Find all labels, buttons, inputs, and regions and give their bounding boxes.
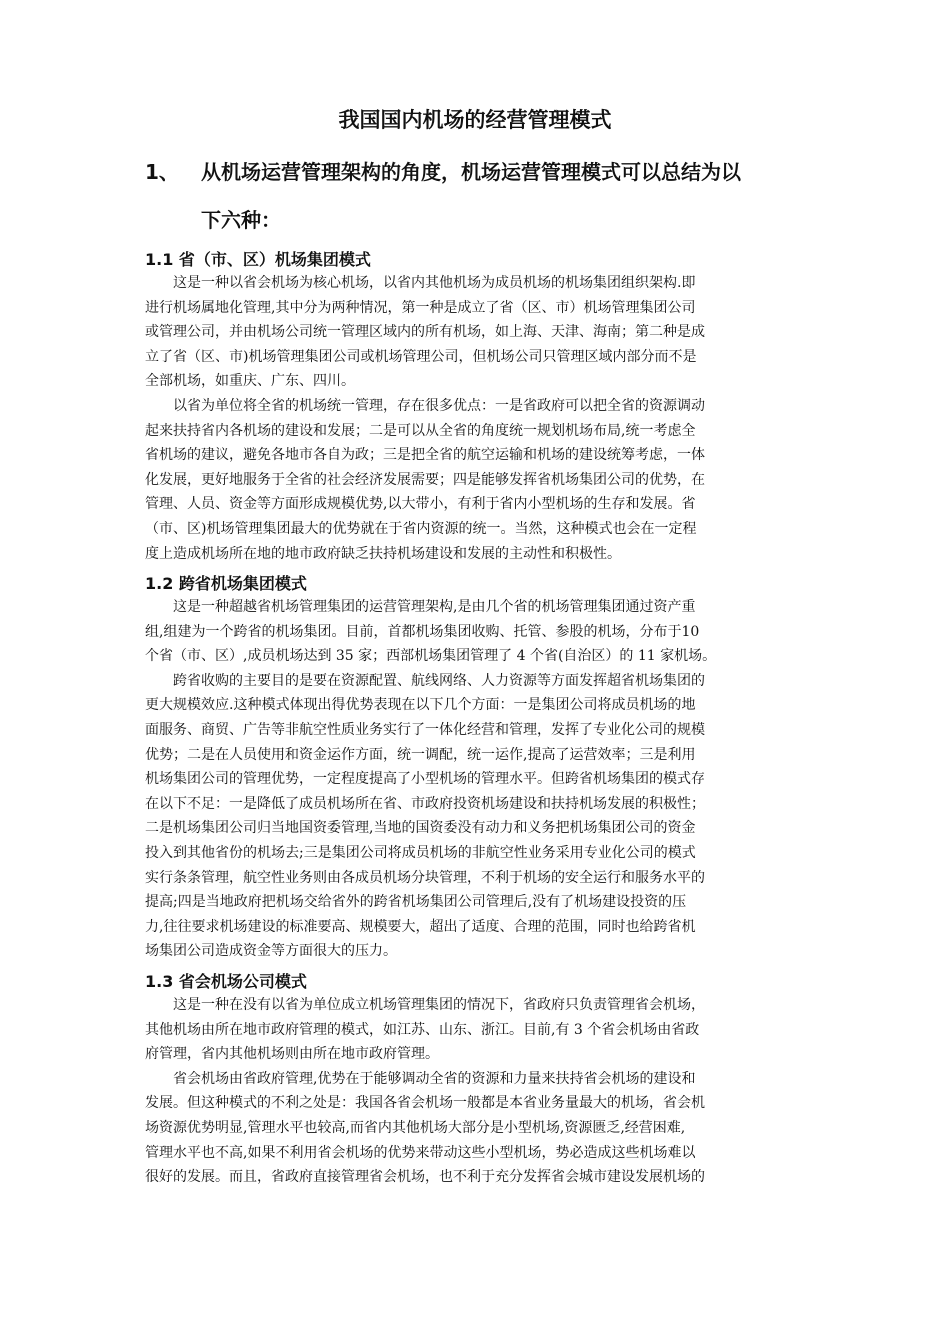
text-line: 进行机场属地化管理,其中分为两种情况，第一种是成立了省（区、市）机场管理集团公司 [145, 299, 696, 316]
paragraph [145, 1067, 815, 1190]
text-line: 跨省收购的主要目的是要在资源配置、航线网络、人力资源等方面发挥超省机场集团的 [173, 672, 705, 689]
text-line: 很好的发展。而且，省政府直接管理省会机场，也不利于充分发挥省会城市建设发展机场的 [145, 1169, 705, 1186]
text-line: 或管理公司，并由机场公司统一管理区域内的所有机场，如上海、天津、海南；第二种是成 [145, 324, 705, 341]
text-line: 发展。但这种模式的不利之处是：我国各省会机场一般都是本省业务量最大的机场，省会机 [145, 1095, 705, 1112]
heading-1-line: 从机场运营管理架构的角度，机场运营管理模式可以总结为以 [201, 160, 741, 184]
section-1-2 [145, 572, 815, 964]
paragraph [145, 595, 815, 669]
paragraph [145, 993, 815, 1067]
text-line: 全部机场，如重庆、广东、四川。 [145, 373, 355, 390]
text-line: 这是一种以省会机场为核心机场，以省内其他机场为成员机场的机场集团组织架构.即 [173, 275, 696, 291]
section-heading: 1.1 省（市、区）机场集团模式 [145, 250, 371, 269]
section-1-1 [145, 248, 815, 566]
text-line: 提高;四是当地政府把机场交给省外的跨省机场集团公司管理后,没有了机场建设投资的压 [145, 894, 687, 911]
text-line: 府管理，省内其他机场则由所在地市政府管理。 [145, 1046, 439, 1063]
text-line: 其他机场由所在地市政府管理的模式，如江苏、山东、浙江。目前,有 3 个省会机场由省政 [145, 1021, 700, 1038]
heading-1-number: 1、 [145, 160, 179, 184]
text-line: 化发展，更好地服务于全省的社会经济发展需要；四是能够发挥省机场集团公司的优势，在 [145, 471, 705, 488]
text-line: 管理水平也不高,如果不利用省会机场的优势来带动这些小型机场，势必造成这些机场难以 [145, 1144, 696, 1161]
text-line: 这是一种在没有以省为单位成立机场管理集团的情况下，省政府只负责管理省会机场， [173, 997, 705, 1013]
text-line: 以省为单位将全省的机场统一管理，存在很多优点：一是省政府可以把全省的资源调动 [173, 397, 705, 414]
text-line: 实行条条管理，航空性业务则由各成员机场分块管理，不利于机场的安全运行和服务水平的 [145, 869, 705, 886]
document-title: 我国国内机场的经营管理模式 [338, 108, 612, 132]
text-line: 机场集团公司的管理优势，一定程度提高了小型机场的管理水平。但跨省机场集团的模式存 [145, 771, 705, 788]
paragraph [145, 669, 815, 964]
text-line: （市、区)机场管理集团最大的优势就在于省内资源的统一。当然，这种模式也会在一定程 [145, 520, 697, 537]
text-line: 这是一种超越省机场管理集团的运营管理架构,是由几个省的机场管理集团通过资产重 [173, 599, 696, 615]
text-line: 二是机场集团公司归当地国资委管理,当地的国资委没有动力和义务把机场集团公司的资金 [145, 820, 696, 837]
text-line: 场资源优势明显,管理水平也较高,而省内其他机场大部分是小型机场,资源匮乏,经营困难, [145, 1119, 686, 1136]
text-line: 省机场的建议，避免各地市各自为政；三是把全省的航空运输和机场的建设统筹考虑，一体 [145, 447, 705, 464]
section-heading: 1.2 跨省机场集团模式 [145, 574, 307, 593]
paragraph [145, 271, 815, 394]
paragraph [145, 394, 815, 566]
text-line: 个省（市、区）,成员机场达到 35 家；西部机场集团管理了 4 个省(自治区）的 11 家机场。 [145, 648, 717, 665]
heading-1-line: 下六种： [201, 208, 281, 232]
text-line: 优势；二是在人员使用和资金运作方面，统一调配，统一运作,提高了运营效率；三是利用 [145, 746, 696, 763]
text-line: 面服务、商贸、广告等非航空性质业务实行了一体化经营和管理，发挥了专业化公司的规模 [145, 721, 705, 738]
text-line: 更大规模效应.这种模式体现出得优势表现在以下几个方面：一是集团公司将成员机场的地 [145, 697, 696, 714]
text-line: 组,组建为一个跨省的机场集团。目前，首都机场集团收购、托管、参股的机场，分布于10 [145, 623, 700, 640]
section-heading: 1.3 省会机场公司模式 [145, 972, 307, 991]
text-line: 省会机场由省政府管理,优势在于能够调动全省的资源和力量来扶持省会机场的建设和 [173, 1070, 696, 1087]
text-line: 度上造成机场所在地的地市政府缺乏扶持机场建设和发展的主动性和积极性。 [145, 545, 621, 562]
text-line: 立了省（区、市)机场管理集团公司或机场管理公司，但机场公司只管理区域内部分而不是 [145, 348, 697, 365]
text-line: 场集团公司造成资金等方面很大的压力。 [145, 943, 397, 960]
text-line: 起来扶持省内各机场的建设和发展；二是可以从全省的角度统一规划机场布局,统一考虑全 [145, 422, 696, 439]
text-line: 管理、人员、资金等方面形成规模优势,以大带小，有利于省内小型机场的生存和发展。省 [145, 496, 696, 513]
text-line: 在以下不足：一是降低了成员机场所在省、市政府投资机场建设和扶持机场发展的积极性； [145, 795, 705, 812]
text-line: 投入到其他省份的机场去;三是集团公司将成员机场的非航空性业务采用专业化公司的模式 [145, 844, 696, 861]
text-line: 力,往往要求机场建设的标准要高、规模要大，超出了适度、合理的范围，同时也给跨省机 [145, 918, 696, 935]
section-1-3 [145, 970, 815, 1190]
